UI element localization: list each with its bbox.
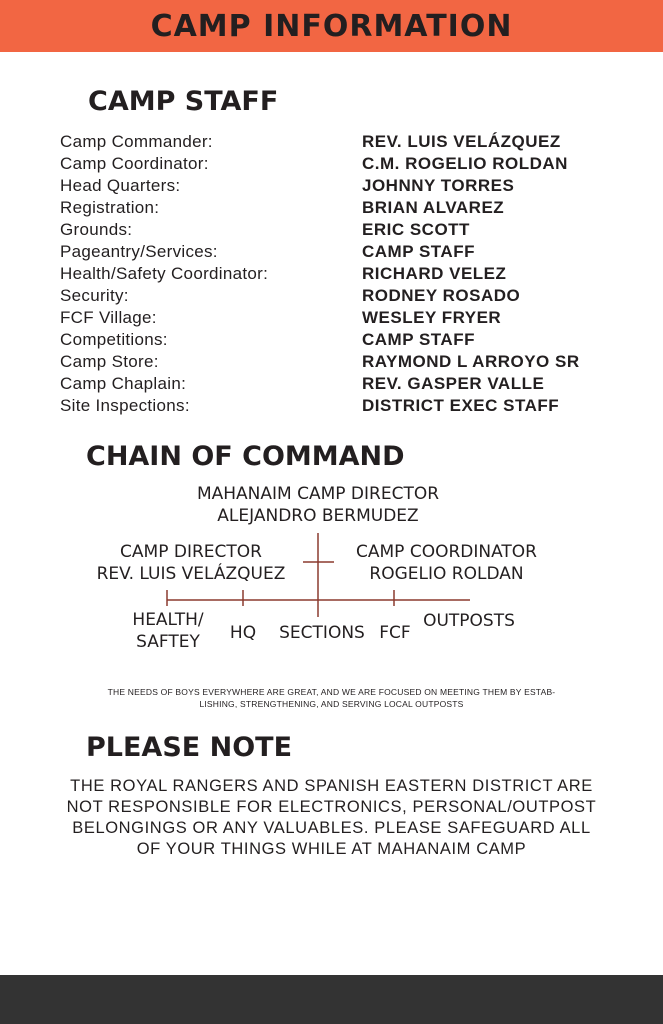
staff-name: RODNEY ROSADO [362, 286, 521, 305]
staff-role: Camp Chaplain: [60, 374, 187, 393]
org-unit-outposts: OUTPOSTS [423, 611, 515, 631]
staff-role: Camp Commander: [60, 132, 213, 151]
staff-name: ERIC SCOTT [362, 220, 470, 239]
org-left-node [91, 541, 291, 585]
staff-name: BRIAN ALVAREZ [362, 198, 505, 217]
staff-name: RAYMOND L ARROYO SR [362, 352, 580, 371]
mission-statement [50, 686, 613, 710]
chain-of-command-heading: CHAIN OF COMMAND [86, 441, 405, 472]
staff-name: DISTRICT EXEC STAFF [362, 396, 560, 415]
org-unit-health-line1: HEALTH/ [132, 610, 204, 630]
org-unit-health [128, 609, 208, 653]
org-top-name: ALEJANDRO BERMUDEZ [217, 506, 419, 526]
staff-role: Camp Store: [60, 352, 159, 371]
mission-line: THE NEEDS OF BOYS EVERYWHERE ARE GREAT, AND WE ARE FOCUSED ON MEETING THEM BY ESTAB- [107, 687, 556, 697]
org-unit-sections: SECTIONS [279, 623, 365, 643]
staff-name: JOHNNY TORRES [362, 176, 515, 195]
staff-name: REV. GASPER VALLE [362, 374, 545, 393]
note-line: OF YOUR THINGS WHILE AT MAHANAIM CAMP [136, 840, 527, 858]
staff-name: RICHARD VELEZ [362, 264, 507, 283]
staff-role: Health/Safety Coordinator: [60, 264, 269, 283]
staff-role: Pageantry/Services: [60, 242, 218, 261]
staff-name: REV. LUIS VELÁZQUEZ [362, 132, 561, 151]
staff-role: Security: [60, 286, 129, 305]
note-line: THE ROYAL RANGERS AND SPANISH EASTERN DISTRICT ARE [70, 777, 593, 795]
note-line: NOT RESPONSIBLE FOR ELECTRONICS, PERSONAL/OUTPOST [66, 798, 597, 816]
org-top-node [168, 483, 468, 527]
staff-name: C.M. ROGELIO ROLDAN [362, 154, 568, 173]
org-unit-health-line2: SAFTEY [136, 632, 200, 652]
staff-role: Head Quarters: [60, 176, 181, 195]
org-unit-hq: HQ [229, 623, 257, 643]
org-left-title: CAMP DIRECTOR [120, 542, 262, 562]
org-right-node [344, 541, 549, 585]
staff-role: Site Inspections: [60, 396, 190, 415]
footer-bar [0, 975, 663, 1024]
staff-name: CAMP STAFF [362, 330, 475, 349]
mission-line: LISHING, STRENGTHENING, AND SERVING LOCAL OUTPOSTS [199, 699, 464, 709]
org-left-name: REV. LUIS VELÁZQUEZ [96, 564, 286, 584]
staff-role: FCF Village: [60, 308, 157, 327]
please-note-body [40, 776, 623, 860]
org-top-title: MAHANAIM CAMP DIRECTOR [196, 484, 440, 504]
staff-role: Competitions: [60, 330, 168, 349]
note-line: BELONGINGS OR ANY VALUABLES. PLEASE SAFEGUARD ALL [72, 819, 591, 837]
staff-role: Grounds: [60, 220, 133, 239]
page-title: CAMP INFORMATION [150, 8, 513, 44]
camp-staff-heading: CAMP STAFF [88, 86, 279, 117]
org-unit-fcf: FCF [379, 623, 411, 643]
org-right-name: ROGELIO ROLDAN [369, 564, 524, 584]
staff-name: WESLEY FRYER [362, 308, 502, 327]
please-note-heading: PLEASE NOTE [86, 732, 293, 763]
staff-role: Registration: [60, 198, 160, 217]
staff-name: CAMP STAFF [362, 242, 475, 261]
org-right-title: CAMP COORDINATOR [356, 542, 537, 562]
staff-role: Camp Coordinator: [60, 154, 209, 173]
